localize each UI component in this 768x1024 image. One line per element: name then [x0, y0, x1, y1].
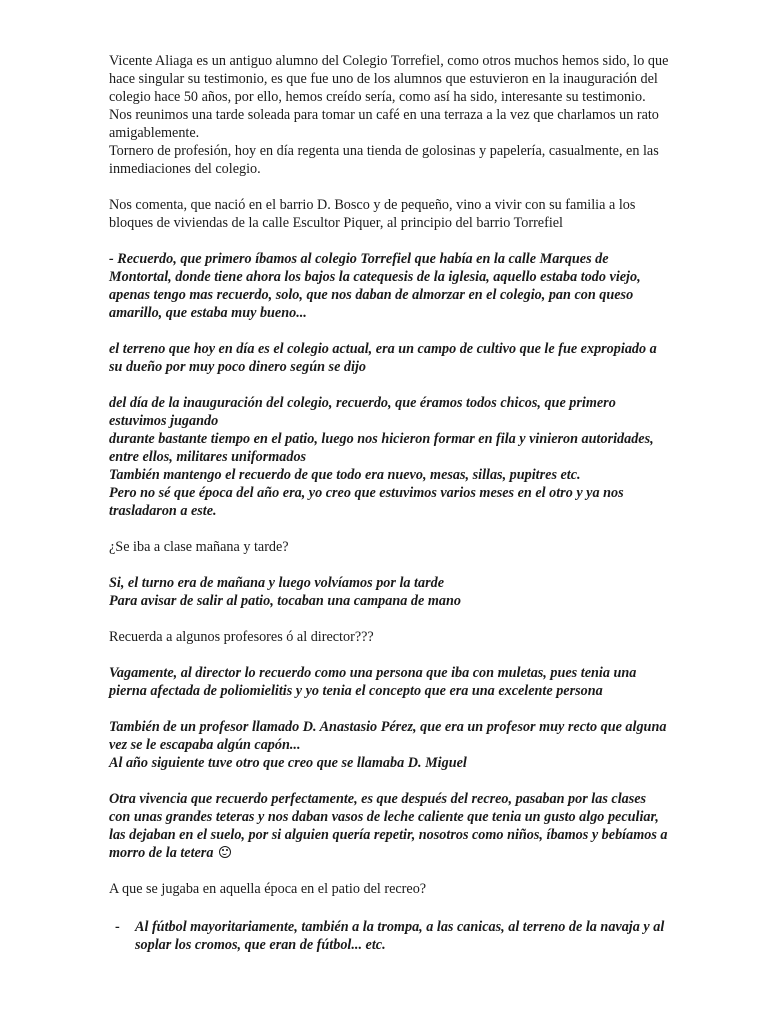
spacer — [109, 862, 669, 880]
intro-line-3: Tornero de profesión, hoy en día regenta una tienda de golosinas y papelería, casualmente, en las inmediaciones del colegio. — [109, 143, 659, 177]
spacer — [109, 646, 669, 664]
answer-inauguration-2: durante bastante tiempo en el patio, luego nos hicieron formar en fila y vinieron autoridades, entre ellos, militares uniformados — [109, 431, 654, 465]
answer-milk-text: Otra vivencia que recuerdo perfectamente, es que después del recreo, pasaban por las clases con unas grandes teteras y nos daban vasos de leche caliente que tenia un gusto algo peculiar, las dejaban en el suelo, por si alguien quería repetir, nosotros como niños, íbamos y bebíamos a morro de la tetera — [109, 791, 668, 861]
origin-paragraph: Nos comenta, que nació en el barrio D. Bosco y de pequeño, vino a vivir con su familia a los bloques de viviendas de la calle Escultor Piquer, al principio del barrio Torrefiel — [109, 197, 636, 231]
list-item — [109, 918, 669, 954]
intro-line-2: Nos reunimos una tarde soleada para tomar un café en una terraza a la vez que charlamos un rato amigablemente. — [109, 107, 659, 141]
answer-land: el terreno que hoy en día es el colegio actual, era un campo de cultivo que le fue expropiado a su dueño por muy poco dinero según se dijo — [109, 341, 657, 375]
spacer — [109, 322, 669, 340]
answer-inauguration-4: Pero no sé que época del año era, yo creo que estuvimos varios meses en el otro y ya nos trasladaron a este. — [109, 485, 624, 519]
answer-inauguration-1: del día de la inauguración del colegio, recuerdo, que éramos todos chicos, que primero estuvimos jugando — [109, 395, 616, 429]
question-schedule: ¿Se iba a clase mañana y tarde? — [109, 539, 289, 555]
spacer — [109, 178, 669, 196]
answer-milk-memory — [109, 790, 669, 862]
smiley-face-icon — [219, 846, 231, 858]
answer-inauguration-3: También mantengo el recuerdo de que todo era nuevo, mesas, sillas, pupitres etc. — [109, 467, 581, 483]
answer-games: Al fútbol mayoritariamente, también a la trompa, a las canicas, al terreno de la navaja y al soplar los cromos, que eran de fútbol... etc. — [135, 919, 665, 953]
spacer — [109, 610, 669, 628]
answer-teacher-2: Al año siguiente tuve otro que creo que se llamaba D. Miguel — [109, 755, 467, 771]
question-teachers: Recuerda a algunos profesores ó al director??? — [109, 629, 374, 645]
spacer — [109, 700, 669, 718]
spacer — [109, 232, 669, 250]
answer-schedule-2: Para avisar de salir al patio, tocaban una campana de mano — [109, 593, 461, 609]
spacer — [109, 556, 669, 574]
intro-line-1: Vicente Aliaga es un antiguo alumno del Colegio Torrefiel, como otros muchos hemos sido, lo que hace singular su testimonio, es que fue uno de los alumnos que estuvieron en la inauguración del colegio hace 50 años, por ello, hemos creído sería, como así ha sido, interesante su testimonio. — [109, 53, 669, 105]
question-games: A que se jugaba en aquella época en el patio del recreo? — [109, 881, 427, 897]
bullet-marker: - — [115, 919, 120, 935]
document-page — [109, 52, 669, 954]
answer-teacher-1: También de un profesor llamado D. Anastasio Pérez, que era un profesor muy recto que alguna vez se le escapaba algún capón... — [109, 719, 667, 753]
answer-director: Vagamente, al director lo recuerdo como una persona que iba con muletas, pues tenia una pierna afectada de poliomielitis y yo tenia el concepto que era una excelente persona — [109, 665, 637, 699]
spacer — [109, 898, 669, 916]
answer-schedule-1: Si, el turno era de mañana y luego volvíamos por la tarde — [109, 575, 444, 591]
spacer — [109, 376, 669, 394]
spacer — [109, 520, 669, 538]
spacer — [109, 772, 669, 790]
answer-school-memory: - Recuerdo, que primero íbamos al colegio Torrefiel que había en la calle Marques de Montortal, donde tiene ahora los bajos la catequesis de la iglesia, aquello estaba todo viejo, apenas tengo mas recuerdo, solo, que nos daban de almorzar en el colegio, pan con queso amarillo, que estaba muy bueno... — [109, 251, 641, 321]
